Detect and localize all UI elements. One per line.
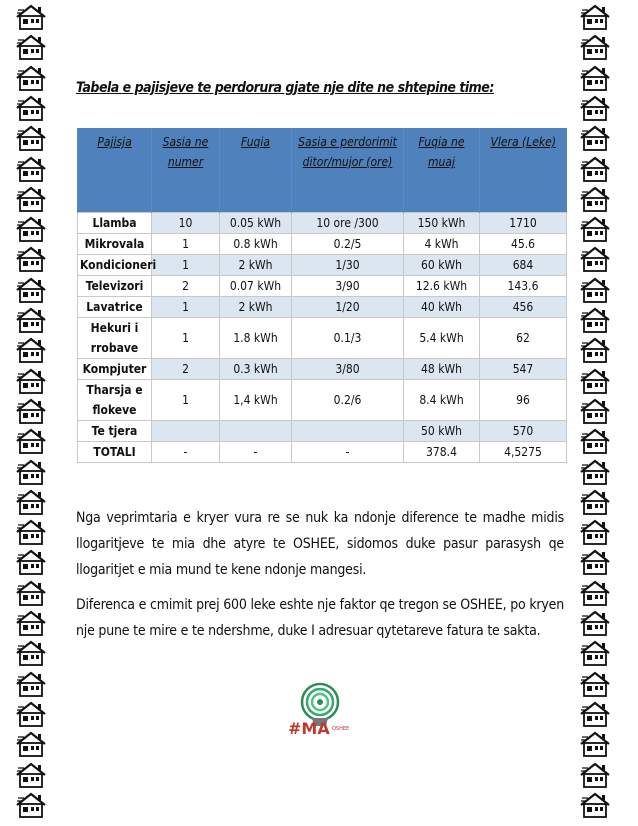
table-cell: 50 kWh xyxy=(404,420,480,441)
house-icon xyxy=(578,398,612,424)
house-icon xyxy=(14,640,48,666)
device-name-cell: Llamba xyxy=(78,212,152,233)
table-cell: - xyxy=(220,441,292,462)
table-row xyxy=(78,317,567,358)
table-cell xyxy=(220,420,292,441)
table-cell: 40 kWh xyxy=(404,296,480,317)
header-usage: Sasia e perdorimit ditor/mujor (ore) xyxy=(292,128,404,212)
table-row xyxy=(78,233,567,254)
table-cell: 1710 xyxy=(480,212,567,233)
device-name-cell: Kondicioneri xyxy=(78,254,152,275)
house-icon xyxy=(578,95,612,121)
house-icon xyxy=(14,307,48,333)
house-icon xyxy=(578,246,612,272)
table-cell: 2 xyxy=(152,358,220,379)
house-icon xyxy=(14,580,48,606)
table-cell: 0.1/3 xyxy=(292,317,404,358)
table-row xyxy=(78,212,567,233)
table-row xyxy=(78,379,567,420)
table-cell: 10 xyxy=(152,212,220,233)
house-icon xyxy=(14,277,48,303)
table-cell: 0.2/6 xyxy=(292,379,404,420)
house-icon xyxy=(578,428,612,454)
logo xyxy=(282,682,356,740)
device-name-cell: Mikrovala xyxy=(78,233,152,254)
table-cell: 45.6 xyxy=(480,233,567,254)
house-icon xyxy=(14,125,48,151)
house-icon xyxy=(14,337,48,363)
house-icon xyxy=(578,125,612,151)
device-name-cell: Hekuri i rrobave xyxy=(78,317,152,358)
table-cell: 96 xyxy=(480,379,567,420)
house-icon xyxy=(578,337,612,363)
table-cell: 4 kWh xyxy=(404,233,480,254)
table-cell: 1 xyxy=(152,379,220,420)
table-cell: 1 xyxy=(152,317,220,358)
table-cell xyxy=(292,420,404,441)
table-cell: 1 xyxy=(152,233,220,254)
house-icon xyxy=(14,792,48,818)
house-icon xyxy=(578,489,612,515)
house-icon xyxy=(578,368,612,394)
header-value: Vlera (Leke) xyxy=(480,128,567,212)
header-device: Pajisja xyxy=(78,128,152,212)
table-cell: 48 kWh xyxy=(404,358,480,379)
table-cell: 1,4 kWh xyxy=(220,379,292,420)
page-title: Tabela e pajisjeve te perdorura gjate nje dite ne shtepine time: xyxy=(76,80,494,96)
table-cell: 2 xyxy=(152,275,220,296)
house-icon xyxy=(578,216,612,242)
house-icon xyxy=(14,216,48,242)
house-icon xyxy=(14,610,48,636)
house-icon xyxy=(14,156,48,182)
house-icon xyxy=(14,186,48,212)
table-cell: 378.4 xyxy=(404,441,480,462)
table-cell: 0.2/5 xyxy=(292,233,404,254)
table-cell: 143.6 xyxy=(480,275,567,296)
device-name-cell: TOTALI xyxy=(78,441,152,462)
house-icon xyxy=(14,519,48,545)
house-icon xyxy=(578,640,612,666)
table-row xyxy=(78,275,567,296)
house-icon xyxy=(578,610,612,636)
house-icon xyxy=(14,459,48,485)
table-cell: - xyxy=(152,441,220,462)
house-icon xyxy=(578,762,612,788)
table-row xyxy=(78,420,567,441)
house-icon xyxy=(578,4,612,30)
table-cell: 150 kWh xyxy=(404,212,480,233)
house-icon xyxy=(578,701,612,727)
house-icon xyxy=(14,701,48,727)
table-row xyxy=(78,296,567,317)
table-cell: 684 xyxy=(480,254,567,275)
house-icon xyxy=(14,489,48,515)
table-row xyxy=(78,441,567,462)
house-icon xyxy=(14,671,48,697)
table-cell: 2 kWh xyxy=(220,296,292,317)
table-cell: 2 kWh xyxy=(220,254,292,275)
house-icon xyxy=(578,186,612,212)
table-cell: 547 xyxy=(480,358,567,379)
house-icon xyxy=(14,731,48,757)
house-icon xyxy=(14,65,48,91)
house-icon xyxy=(14,368,48,394)
device-name-cell: Televizori xyxy=(78,275,152,296)
table-cell: 8.4 kWh xyxy=(404,379,480,420)
logo-text: #MA xyxy=(288,719,330,738)
house-icon xyxy=(14,4,48,30)
house-icon xyxy=(14,549,48,575)
table-cell: 1 xyxy=(152,254,220,275)
lightbulb-logo-icon xyxy=(282,682,356,740)
header-power: Fuqia xyxy=(220,128,292,212)
table-cell: 1/20 xyxy=(292,296,404,317)
house-icon xyxy=(578,156,612,182)
logo-small-text: OSHEE xyxy=(332,726,350,732)
header-monthly-power: Fuqia ne muaj xyxy=(404,128,480,212)
appliance-table xyxy=(77,128,567,463)
table-cell: 62 xyxy=(480,317,567,358)
table-cell: 0.3 kWh xyxy=(220,358,292,379)
header-quantity: Sasia ne numer xyxy=(152,128,220,212)
table-cell xyxy=(152,420,220,441)
table-row xyxy=(78,358,567,379)
table-cell: 5.4 kWh xyxy=(404,317,480,358)
house-icon xyxy=(578,307,612,333)
device-name-cell: Kompjuter xyxy=(78,358,152,379)
house-icon xyxy=(14,398,48,424)
table-cell: 570 xyxy=(480,420,567,441)
device-name-cell: Tharsja e flokeve xyxy=(78,379,152,420)
device-name-cell: Te tjera xyxy=(78,420,152,441)
table-cell: 0.05 kWh xyxy=(220,212,292,233)
table-cell: 10 ore /300 xyxy=(292,212,404,233)
left-house-border xyxy=(14,0,60,826)
table-row xyxy=(78,254,567,275)
table-cell: 3/80 xyxy=(292,358,404,379)
table-cell: - xyxy=(292,441,404,462)
conclusion-paragraph-2: Diferenca e cmimit prej 600 leke eshte nje faktor qe tregon se OSHEE, po kryen nje pune te mire e te ndershme, duke I adresuar qytetareve fatura te sakta. xyxy=(76,597,564,639)
table-cell: 12.6 kWh xyxy=(404,275,480,296)
house-icon xyxy=(578,277,612,303)
device-name-cell: Lavatrice xyxy=(78,296,152,317)
table-header-row xyxy=(78,128,567,212)
table-cell: 1/30 xyxy=(292,254,404,275)
house-icon xyxy=(578,34,612,60)
house-icon xyxy=(578,65,612,91)
house-icon xyxy=(578,549,612,575)
table-cell: 3/90 xyxy=(292,275,404,296)
table-cell: 0.8 kWh xyxy=(220,233,292,254)
house-icon xyxy=(578,671,612,697)
house-icon xyxy=(578,459,612,485)
table-cell: 1.8 kWh xyxy=(220,317,292,358)
table-cell: 0.07 kWh xyxy=(220,275,292,296)
conclusion-paragraph-1: Nga veprimtaria e kryer vura re se nuk ka ndonje diference te madhe midis llogaritjeve te mia dhe atyre te OSHEE, sidomos duke pasur parasysh qe llogaritjet e mia mund te kene ndonje mangesi. xyxy=(76,510,564,578)
table-cell: 456 xyxy=(480,296,567,317)
house-icon xyxy=(578,792,612,818)
house-icon xyxy=(578,731,612,757)
house-icon xyxy=(14,34,48,60)
house-icon xyxy=(578,580,612,606)
table-cell: 60 kWh xyxy=(404,254,480,275)
house-icon xyxy=(14,95,48,121)
house-icon xyxy=(578,519,612,545)
house-icon xyxy=(14,762,48,788)
house-icon xyxy=(14,246,48,272)
right-house-border xyxy=(578,0,624,826)
house-icon xyxy=(14,428,48,454)
table-cell: 4,5275 xyxy=(480,441,567,462)
table-cell: 1 xyxy=(152,296,220,317)
